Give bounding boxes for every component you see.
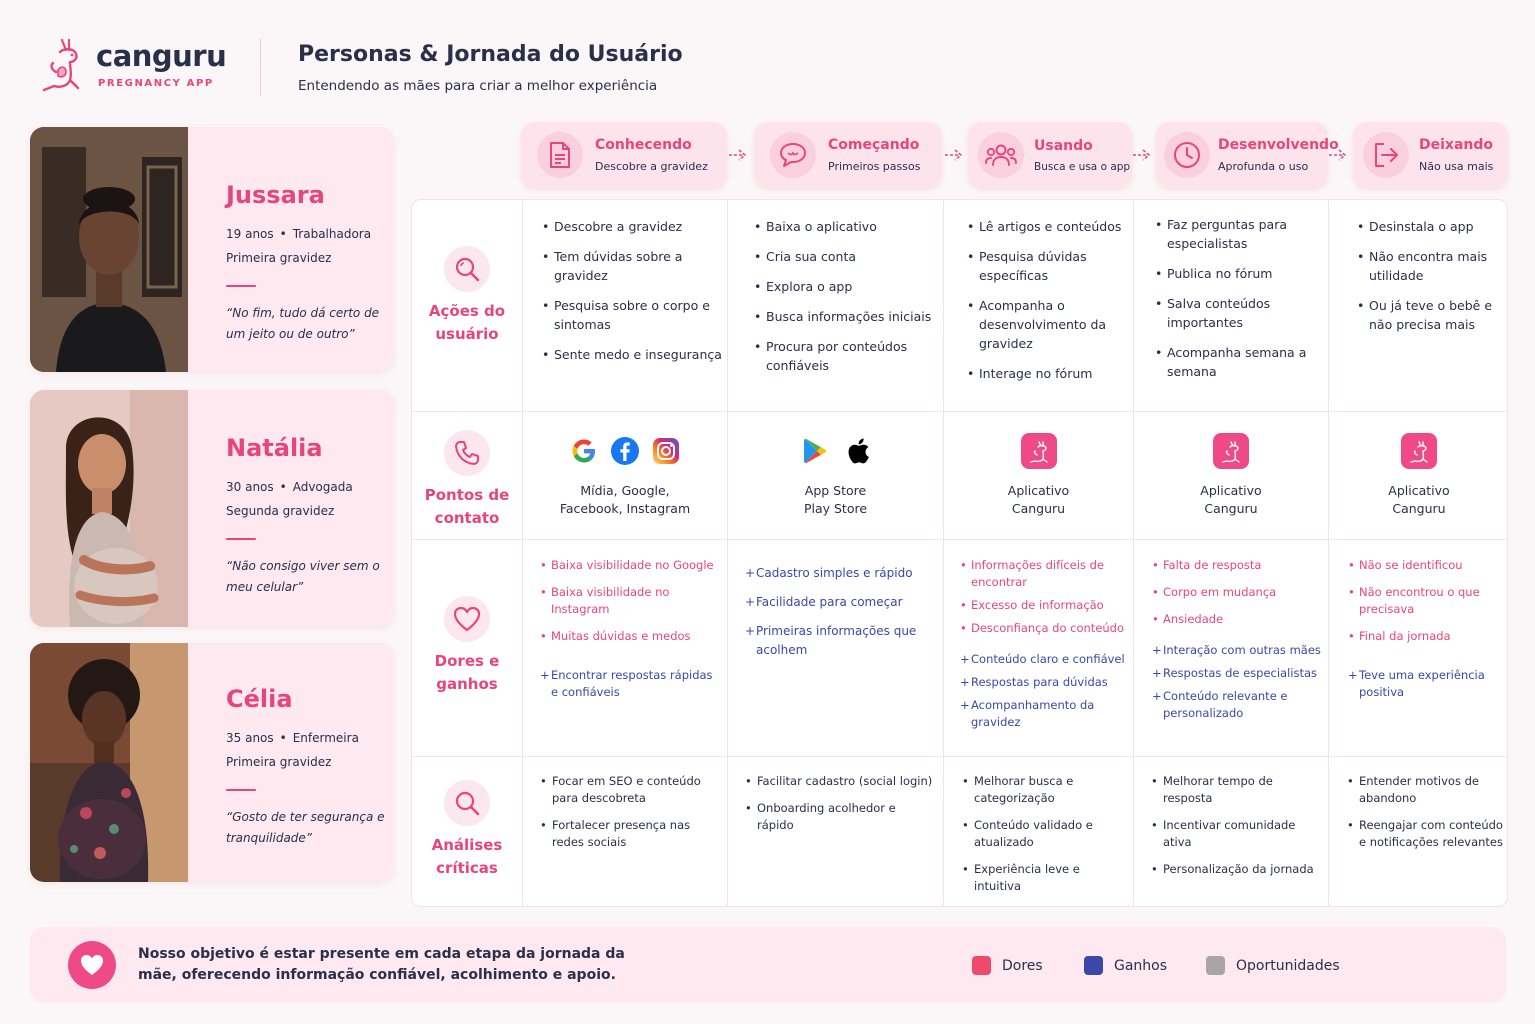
- list-item: • Sente medo e insegurança: [542, 345, 722, 364]
- stage-comecando: [754, 122, 942, 188]
- list-item: • Conteúdo validado e atualizado: [962, 817, 1127, 851]
- list-item: • Focar em SEO e conteúdo para descobreta: [540, 773, 722, 807]
- list-item: • Onboarding acolhedor e rápido: [745, 800, 935, 834]
- persona-quote: “Não consigo viver sem o meu celular”: [226, 559, 380, 594]
- row-label-touchpoints: [412, 430, 522, 530]
- gain-item: + Cadastro simples e rápido: [745, 564, 935, 583]
- list-item: • Busca informações iniciais: [754, 307, 934, 326]
- stage-usando: [968, 122, 1132, 188]
- analysis-cell-comecando: [745, 773, 935, 844]
- arrow-right-icon: [1131, 146, 1153, 164]
- arrow-right-icon: [1327, 146, 1349, 164]
- gain-item: + Conteúdo relevante e personalizado: [1152, 688, 1324, 722]
- persona-meta: 19 anos • Trabalhadora: [226, 227, 372, 241]
- list-item: • Interage no fórum: [967, 364, 1127, 383]
- pain-item: • Falta de resposta: [1152, 557, 1324, 574]
- gains-list: [960, 651, 1128, 731]
- list-item: • Incentivar comunidade ativa: [1151, 817, 1323, 851]
- persona-quote: “No fim, tudo dá certo de um jeito ou de outro”: [226, 306, 380, 341]
- persona-job: Enfermeira: [292, 731, 359, 745]
- instagram-icon: [652, 437, 680, 465]
- pains-list: [960, 557, 1128, 637]
- stage-title: Começando: [828, 137, 920, 153]
- analysis-list: [745, 773, 935, 834]
- document-icon: [537, 132, 583, 178]
- list-item: • Baixa o aplicativo: [754, 217, 934, 236]
- gain-item: + Acompanhamento da gravidez: [960, 697, 1128, 731]
- touchpoint-label: [1134, 482, 1328, 518]
- list-item: • Melhorar tempo de resposta: [1151, 773, 1323, 807]
- pain-item: • Não se identificou: [1348, 557, 1498, 574]
- page-subtitle: Entendendo as mães para criar a melhor experiência: [298, 78, 658, 94]
- page-title: Personas & Jornada do Usuário: [298, 42, 683, 67]
- touchpoint-label-line: Aplicativo: [1007, 483, 1070, 498]
- gain-item: + Facilidade para começar: [745, 593, 935, 612]
- heart-icon: [444, 596, 490, 642]
- touchpoint-label-line: Aplicativo: [1388, 483, 1450, 498]
- apple-icon: [844, 436, 870, 466]
- legend-item-oportunidades: [1206, 956, 1340, 975]
- gain-item: + Respostas para dúvidas: [960, 674, 1128, 691]
- list-item: • Ou já teve o bebê e não precisa mais: [1357, 296, 1502, 334]
- pains-gains-cell-conhecendo: [540, 557, 722, 711]
- touchpoint-cell-desenvolvendo: [1134, 434, 1328, 518]
- persona-name: Célia: [226, 685, 293, 713]
- stage-deixando: [1353, 122, 1508, 188]
- list-item: • Pesquisa dúvidas específicas: [967, 247, 1127, 285]
- list-item: • Personalização da jornada: [1151, 861, 1323, 878]
- pain-item: • Excesso de informação: [960, 597, 1128, 614]
- analysis-cell-desenvolvendo: [1151, 773, 1323, 888]
- touchpoint-label-line: Facebook, Instagram: [559, 501, 691, 516]
- chat-bubble-icon: [770, 132, 816, 178]
- clock-icon: [1164, 132, 1210, 178]
- touchpoint-label-line: Canguru: [1204, 501, 1258, 516]
- persona-card-jussara: [30, 127, 394, 372]
- list-item: • Acompanha semana a semana: [1155, 343, 1323, 381]
- search-icon: [444, 780, 490, 826]
- persona-age: 19 anos: [226, 227, 274, 241]
- persona-divider: [226, 538, 256, 540]
- pain-item: • Muitas dúvidas e medos: [540, 628, 722, 645]
- pain-item: • Baixa visibilidade no Google: [540, 557, 722, 574]
- legend-label: Oportunidades: [1236, 957, 1340, 974]
- analysis-cell-usando: [962, 773, 1127, 905]
- persona-meta: 30 anos • Advogada: [226, 480, 353, 494]
- persona-card-celia: [30, 643, 394, 882]
- arrow-right-icon: [727, 146, 749, 164]
- arrow-right-icon: [943, 146, 965, 164]
- touchpoint-label: [1329, 482, 1509, 518]
- list-item: • Descobre a gravidez: [542, 217, 722, 236]
- legend-label: Dores: [1002, 957, 1043, 974]
- persona-name: Natália: [226, 434, 323, 462]
- gains-list: [1348, 667, 1498, 701]
- pain-item: • Corpo em mudança: [1152, 584, 1324, 601]
- analysis-cell-deixando: [1347, 773, 1505, 861]
- list-item: • Faz perguntas para especialistas: [1155, 215, 1323, 253]
- legend-swatch: [1084, 956, 1103, 975]
- footer-banner: [30, 927, 1506, 1003]
- pain-item: • Ansiedade: [1152, 611, 1324, 628]
- persona-pregnancy: Segunda gravidez: [226, 504, 335, 518]
- persona-divider: [226, 789, 256, 791]
- row-label-pains-gains: [412, 596, 522, 696]
- list-item: • Entender motivos de abandono: [1347, 773, 1505, 807]
- touchpoint-label-line: Aplicativo: [1200, 483, 1262, 498]
- pains-gains-cell-usando: [960, 557, 1128, 737]
- list-item: • Cria sua conta: [754, 247, 934, 266]
- google-icon: [570, 437, 598, 465]
- stage-conhecendo: [521, 122, 727, 188]
- persona-photo-jussara: [30, 127, 188, 372]
- touchpoint-label: [728, 482, 943, 518]
- users-icon: [978, 132, 1024, 178]
- gain-item: + Conteúdo claro e confiável: [960, 651, 1128, 668]
- touchpoint-label-line: Canguru: [1011, 501, 1066, 516]
- persona-pregnancy: Primeira gravidez: [226, 755, 332, 769]
- persona-photo-natalia: [30, 390, 188, 627]
- pains-gains-cell-deixando: [1348, 557, 1498, 711]
- persona-pregnancy: Primeira gravidez: [226, 251, 332, 265]
- touchpoint-label-line: Play Store: [803, 501, 868, 516]
- list-item: • Publica no fórum: [1155, 264, 1323, 283]
- persona-photo-celia: [30, 643, 188, 882]
- pains-list: [1152, 557, 1324, 628]
- list-item: • Pesquisa sobre o corpo e sintomas: [542, 296, 722, 334]
- row-title: Análises críticas: [431, 836, 503, 877]
- persona-age: 30 anos: [226, 480, 274, 494]
- canguru-app-icon: [1021, 433, 1057, 469]
- gain-item: + Teve uma experiência positiva: [1348, 667, 1498, 701]
- pains-gains-cell-comecando: [745, 564, 935, 670]
- legend-label: Ganhos: [1114, 957, 1168, 974]
- kangaroo-logo-icon: [36, 36, 86, 92]
- touchpoint-cell-deixando: [1329, 434, 1509, 518]
- gain-item: + Primeiras informações que acolhem: [745, 622, 935, 660]
- pains-gains-cell-desenvolvendo: [1152, 557, 1324, 728]
- pain-item: • Desconfiança do conteúdo: [960, 620, 1128, 637]
- persona-job: Trabalhadora: [292, 227, 372, 241]
- stage-subtitle: Não usa mais: [1419, 160, 1494, 173]
- persona-card-natalia: [30, 390, 394, 627]
- list-item: • Procura por conteúdos confiáveis: [754, 337, 934, 375]
- persona-meta: 35 anos • Enfermeira: [226, 731, 359, 745]
- exit-icon: [1363, 132, 1409, 178]
- list-item: • Fortalecer presença nas redes sociais: [540, 817, 722, 851]
- actions-list: [542, 217, 722, 364]
- list-item: • Lê artigos e conteúdos: [967, 217, 1127, 236]
- list-item: • Acompanha o desenvolvimento da gravidez: [967, 296, 1127, 353]
- list-item: • Tem dúvidas sobre a gravidez: [542, 247, 722, 285]
- analysis-list: [1151, 773, 1323, 878]
- list-item: • Facilitar cadastro (social login): [745, 773, 935, 790]
- journey-grid: [411, 199, 1508, 907]
- row-title: Ações do usuário: [428, 302, 506, 343]
- pain-item: • Final da jornada: [1348, 628, 1498, 645]
- list-item: • Salva conteúdos importantes: [1155, 294, 1323, 332]
- touchpoint-label-line: Canguru: [1392, 501, 1446, 516]
- touchpoint-label-line: App Store: [804, 483, 867, 498]
- row-label-analysis: [412, 780, 522, 880]
- brand-name: canguru: [96, 38, 227, 73]
- persona-quote: “Gosto de ter segurança e tranquilidade”: [226, 810, 385, 845]
- actions-list: [1357, 217, 1502, 334]
- legend-item-dores: [972, 956, 1043, 975]
- actions-list: [754, 217, 934, 375]
- list-item: • Explora o app: [754, 277, 934, 296]
- persona-divider: [226, 285, 256, 287]
- touchpoint-cell-comecando: [728, 434, 943, 518]
- actions-list: [967, 217, 1127, 383]
- actions-cell-conhecendo: [542, 217, 722, 375]
- pain-item: • Informações difíceis de encontrar: [960, 557, 1128, 591]
- legend-swatch: [972, 956, 991, 975]
- list-item: • Reengajar com conteúdo e notificações relevantes: [1347, 817, 1505, 851]
- stage-desenvolvendo: [1156, 122, 1339, 188]
- touchpoint-label-line: Mídia, Google,: [580, 483, 670, 498]
- row-title: Pontos de contato: [424, 486, 510, 527]
- facebook-icon: [610, 436, 640, 466]
- actions-cell-usando: [967, 217, 1127, 394]
- canguru-app-icon: [1401, 433, 1437, 469]
- list-item: • Experiência leve e intuitiva: [962, 861, 1127, 895]
- analysis-cell-conhecendo: [540, 773, 722, 861]
- stage-subtitle: Descobre a gravidez: [595, 160, 708, 173]
- phone-icon: [444, 430, 490, 476]
- pains-list: [540, 557, 722, 645]
- touchpoint-cell-conhecendo: [523, 434, 727, 518]
- brand-tagline: PREGNANCY APP: [98, 77, 214, 89]
- stage-title: Conhecendo: [595, 137, 692, 153]
- brand-logo: [36, 36, 226, 92]
- gains-list: [1152, 642, 1324, 722]
- touchpoint-label: [523, 482, 727, 518]
- row-title: Dores e ganhos: [434, 652, 500, 693]
- persona-job: Advogada: [292, 480, 353, 494]
- stage-title: Desenvolvendo: [1218, 137, 1339, 153]
- stage-subtitle: Aprofunda o uso: [1218, 160, 1309, 173]
- touchpoint-cell-usando: [944, 434, 1133, 518]
- actions-cell-desenvolvendo: [1155, 215, 1323, 392]
- list-item: • Desinstala o app: [1357, 217, 1502, 236]
- analysis-list: [962, 773, 1127, 895]
- list-item: • Melhorar busca e categorização: [962, 773, 1127, 807]
- analysis-list: [540, 773, 722, 851]
- pain-item: • Não encontrou o que precisava: [1348, 584, 1498, 618]
- actions-cell-comecando: [754, 217, 934, 386]
- canguru-app-icon: [1213, 433, 1249, 469]
- heart-icon: [68, 941, 116, 989]
- row-label-actions: [412, 246, 522, 346]
- touchpoint-label: [944, 482, 1133, 518]
- actions-list: [1155, 215, 1323, 381]
- list-item: • Não encontra mais utilidade: [1357, 247, 1502, 285]
- persona-age: 35 anos: [226, 731, 274, 745]
- legend-swatch: [1206, 956, 1225, 975]
- footer-message: Nosso objetivo é estar presente em cada etapa da jornada da mãe, oferecendo informação confiável, acolhimento e apoio.: [138, 946, 625, 983]
- gains-list: [540, 667, 722, 701]
- header-divider: [260, 38, 261, 96]
- legend-item-ganhos: [1084, 956, 1167, 975]
- analysis-list: [1347, 773, 1505, 851]
- stage-subtitle: Busca e usa o app: [1034, 160, 1131, 173]
- stage-title: Usando: [1034, 137, 1093, 154]
- persona-name: Jussara: [226, 181, 325, 209]
- search-icon: [444, 246, 490, 292]
- stage-subtitle: Primeiros passos: [828, 160, 921, 173]
- gain-item: + Encontrar respostas rápidas e confiáveis: [540, 667, 722, 701]
- gain-item: + Respostas de especialistas: [1152, 665, 1324, 682]
- pain-item: • Baixa visibilidade no Instagram: [540, 584, 722, 618]
- stage-title: Deixando: [1419, 137, 1493, 153]
- gain-item: + Interação com outras mães: [1152, 642, 1324, 659]
- gains-list: [745, 564, 935, 660]
- pains-list: [1348, 557, 1498, 645]
- actions-cell-deixando: [1357, 217, 1502, 345]
- play-store-icon: [802, 437, 828, 465]
